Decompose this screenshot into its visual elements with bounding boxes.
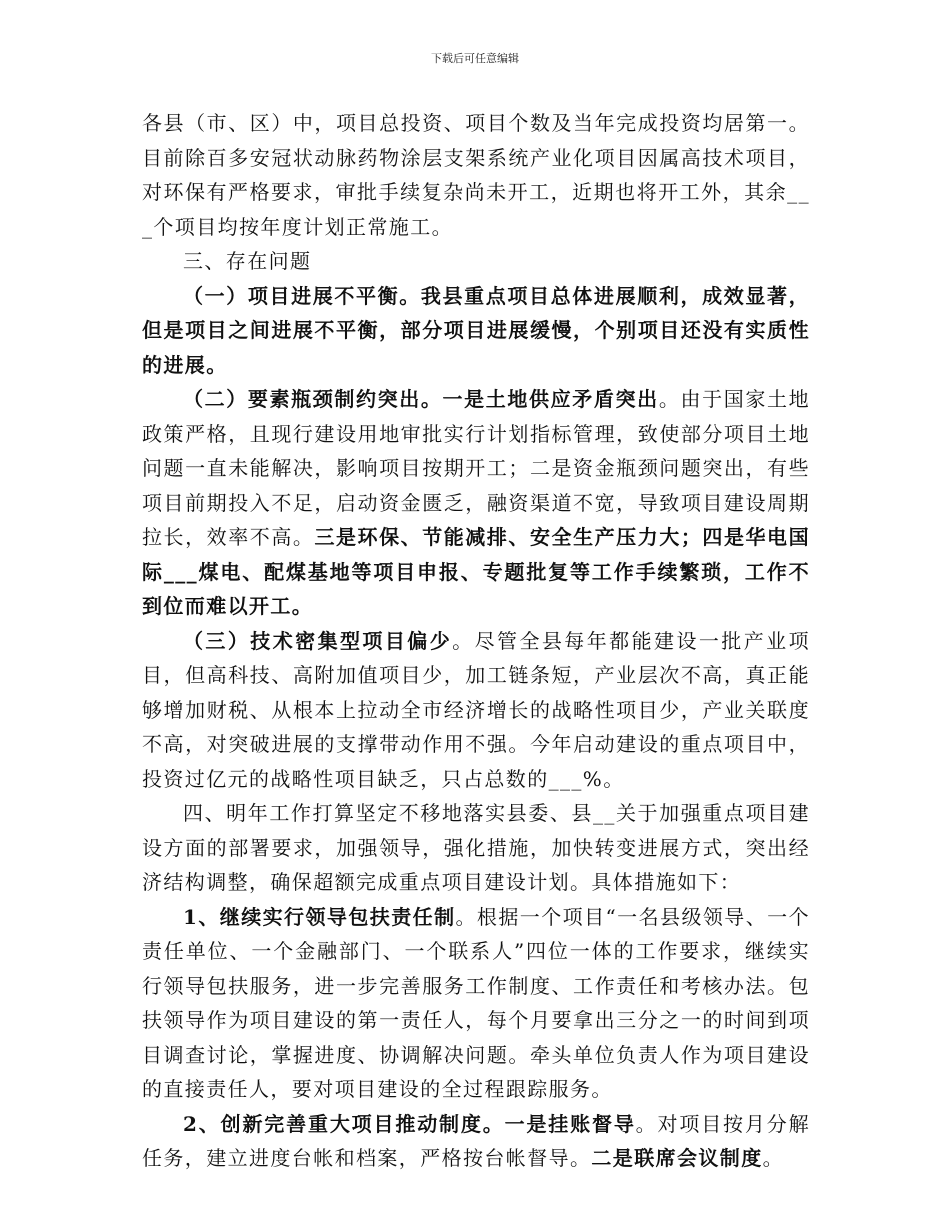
bold-text-run: （二）要素瓶颈制约突出。一是土地供应矛盾突出	[183, 387, 659, 411]
text-run: 。对项目按月分解任务，建立进度台帐和档案，严格按台帐督导。	[142, 1111, 810, 1170]
section-heading-existing-problems	[142, 244, 810, 279]
bold-text-run: 1、继续实行领导包扶责任制	[183, 904, 456, 929]
text-run: 。	[762, 1146, 785, 1170]
bold-text-run: 三是环保、节能减排、安全生产压力大；四是华电国际___煤电、配煤基地等项目申报、专题批复等工作手续繁琐，工作不到位而难以开工。	[142, 525, 811, 618]
text-run: 。根据一个项目“一名县级领导、一个责任单位、一个金融部门、一个联系人”四位一体的工作要求，继续实行领导包扶服务，进一步完善服务工作制度、工作责任和考核办法。包扶领导作为项目建设的第一责任人，每个月要拿出三分之一的时间到项目调查讨论，掌握进度、协调解决问题。牵头单位负责人作为项目建设的直接责任人，要对项目建设的全过程跟踪服务。	[142, 904, 810, 1101]
paragraph-measure-2	[142, 1107, 810, 1176]
text-run: 四、明年工作打算坚定不移地落实县委、县__关于加强重点项目建设方面的部署要求，加强领导，强化措施，加快转变进展方式，突出经济结构调整，确保超额完成重点项目建设计划。具体措施如下：	[142, 801, 810, 894]
document-body	[142, 106, 810, 1176]
bold-text-run: （一）项目进展不平衡。我县重点项目总体进展顺利，成效显著，但是项目之间进展不平衡，部分项目进展缓慢，个别项目还没有实质性的进展。	[142, 283, 810, 377]
bold-text-run: 二是联席会议制度	[591, 1146, 763, 1170]
paragraph-project-status	[142, 106, 810, 244]
paragraph-next-year-plan	[142, 796, 810, 900]
paragraph-problem-2	[142, 382, 810, 624]
text-run: 。尽管全县每年都能建设一批产业项目，但高科技、高附加值项目少，加工链条短，产业层次不高，真正能够增加财税、从根本上拉动全市经济增长的战略性项目少，产业关联度不高，对突破进展的支撑带动作用不强。今年启动建设的重点项目中，投资过亿元的战略性项目缺乏，只占总数的___%。	[142, 628, 810, 791]
paragraph-problem-1	[142, 279, 810, 383]
paragraph-problem-3	[142, 624, 810, 797]
text-run: 各县（市、区）中，项目总投资、项目个数及当年完成投资均居第一。目前除百多安冠状动脉药物涂层支架系统产业化项目因属高技术项目，对环保有严格要求，审批手续复杂尚未开工，近期也将开工外，其余___个项目均按年度计划正常施工。	[142, 111, 810, 239]
page-header-note: 下载后可任意编辑	[431, 52, 519, 65]
paragraph-measure-1	[142, 900, 810, 1107]
bold-text-run: 2、创新完善重大项目推动制度。一是挂账督导	[183, 1111, 636, 1136]
text-run: 三、存在问题	[183, 249, 312, 273]
text-run: 。由于国家土地政策严格，且现行建设用地审批实行计划指标管理，致使部分项目土地问题一直未能解决，影响项目按期开工；二是资金瓶颈问题突出，有些项目前期投入不足，启动资金匮乏，融资渠道不宽，导致项目建设周期拉长，效率不高。	[142, 387, 810, 549]
bold-text-run: （三）技术密集型项目偏少	[183, 628, 453, 653]
